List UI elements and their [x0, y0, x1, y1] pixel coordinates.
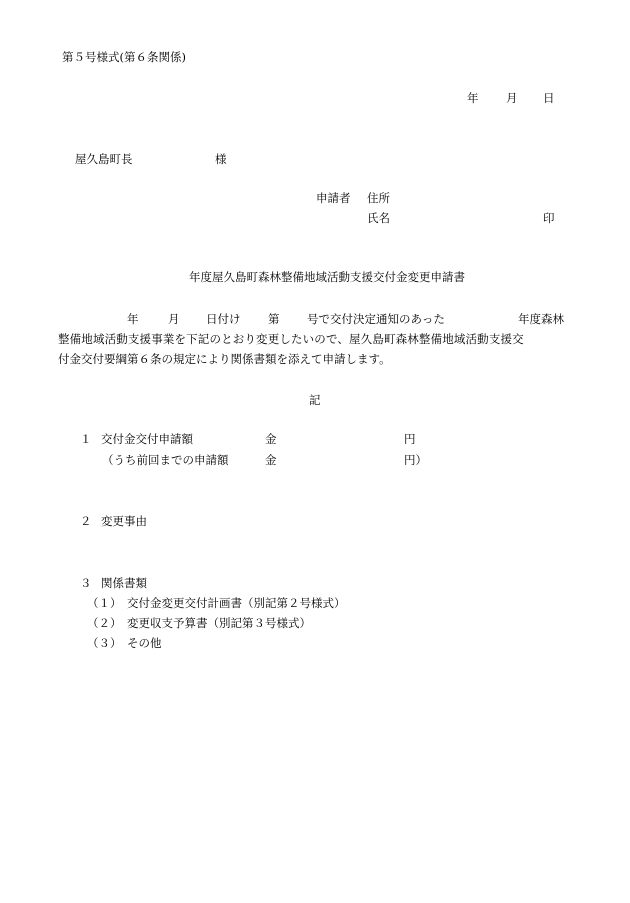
addressee-honorific: 様 [215, 152, 227, 166]
item1-kin: 金 [265, 432, 277, 446]
body-line-2: 整備地域活動支援事業を下記のとおり変更したいので、屋久島町森林整備地域活動支援交 [58, 332, 524, 346]
item1-yen: 円 [404, 432, 416, 446]
item3-label: 関係書類 [101, 576, 147, 590]
item1-label: 交付金交付申請額 [101, 432, 193, 446]
body-dated-label: 日付け [206, 312, 241, 326]
doc2-text: 変更収支予算書（別記第３号様式） [127, 616, 311, 630]
applicant-name-label: 氏名 [367, 211, 390, 225]
item2-label: 変更事由 [101, 514, 147, 528]
item1-number: １ [80, 432, 92, 446]
body-notice-text: 号で交付決定通知のあった [307, 312, 445, 326]
document-title: 年度屋久島町森林整備地域活動支援交付金変更申請書 [189, 270, 465, 284]
date-year-label: 年 [467, 91, 479, 105]
item1-sub-kin: 金 [265, 453, 277, 467]
doc2-number: （２） [87, 616, 122, 630]
ki-heading: 記 [309, 393, 321, 407]
applicant-seal: 印 [543, 211, 555, 225]
body-month-label: 月 [168, 312, 180, 326]
form-number: 第５号様式(第６条関係) [62, 50, 186, 64]
addressee-name: 屋久島町長 [75, 152, 133, 166]
applicant-address-label: 住所 [367, 191, 390, 205]
date-month-label: 月 [506, 91, 518, 105]
date-day-label: 日 [543, 91, 555, 105]
item1-sub-yen: 円） [404, 453, 427, 467]
applicant-label: 申請者 [316, 191, 351, 205]
body-year-label: 年 [127, 312, 139, 326]
body-no-label: 第 [268, 312, 280, 326]
item2-number: ２ [80, 514, 92, 528]
body-fiscal-year-text: 年度森林 [518, 312, 564, 326]
doc1-number: （１） [87, 596, 122, 610]
item1-sub-label: （うち前回までの申請額 [102, 453, 229, 467]
doc3-text: その他 [127, 636, 162, 650]
body-line-3: 付金交付要綱第６条の規定により関係書類を添えて申請します。 [58, 352, 391, 366]
doc1-text: 交付金変更交付計画書（別記第２号様式） [127, 596, 346, 610]
doc3-number: （３） [87, 636, 122, 650]
item3-number: ３ [80, 576, 92, 590]
